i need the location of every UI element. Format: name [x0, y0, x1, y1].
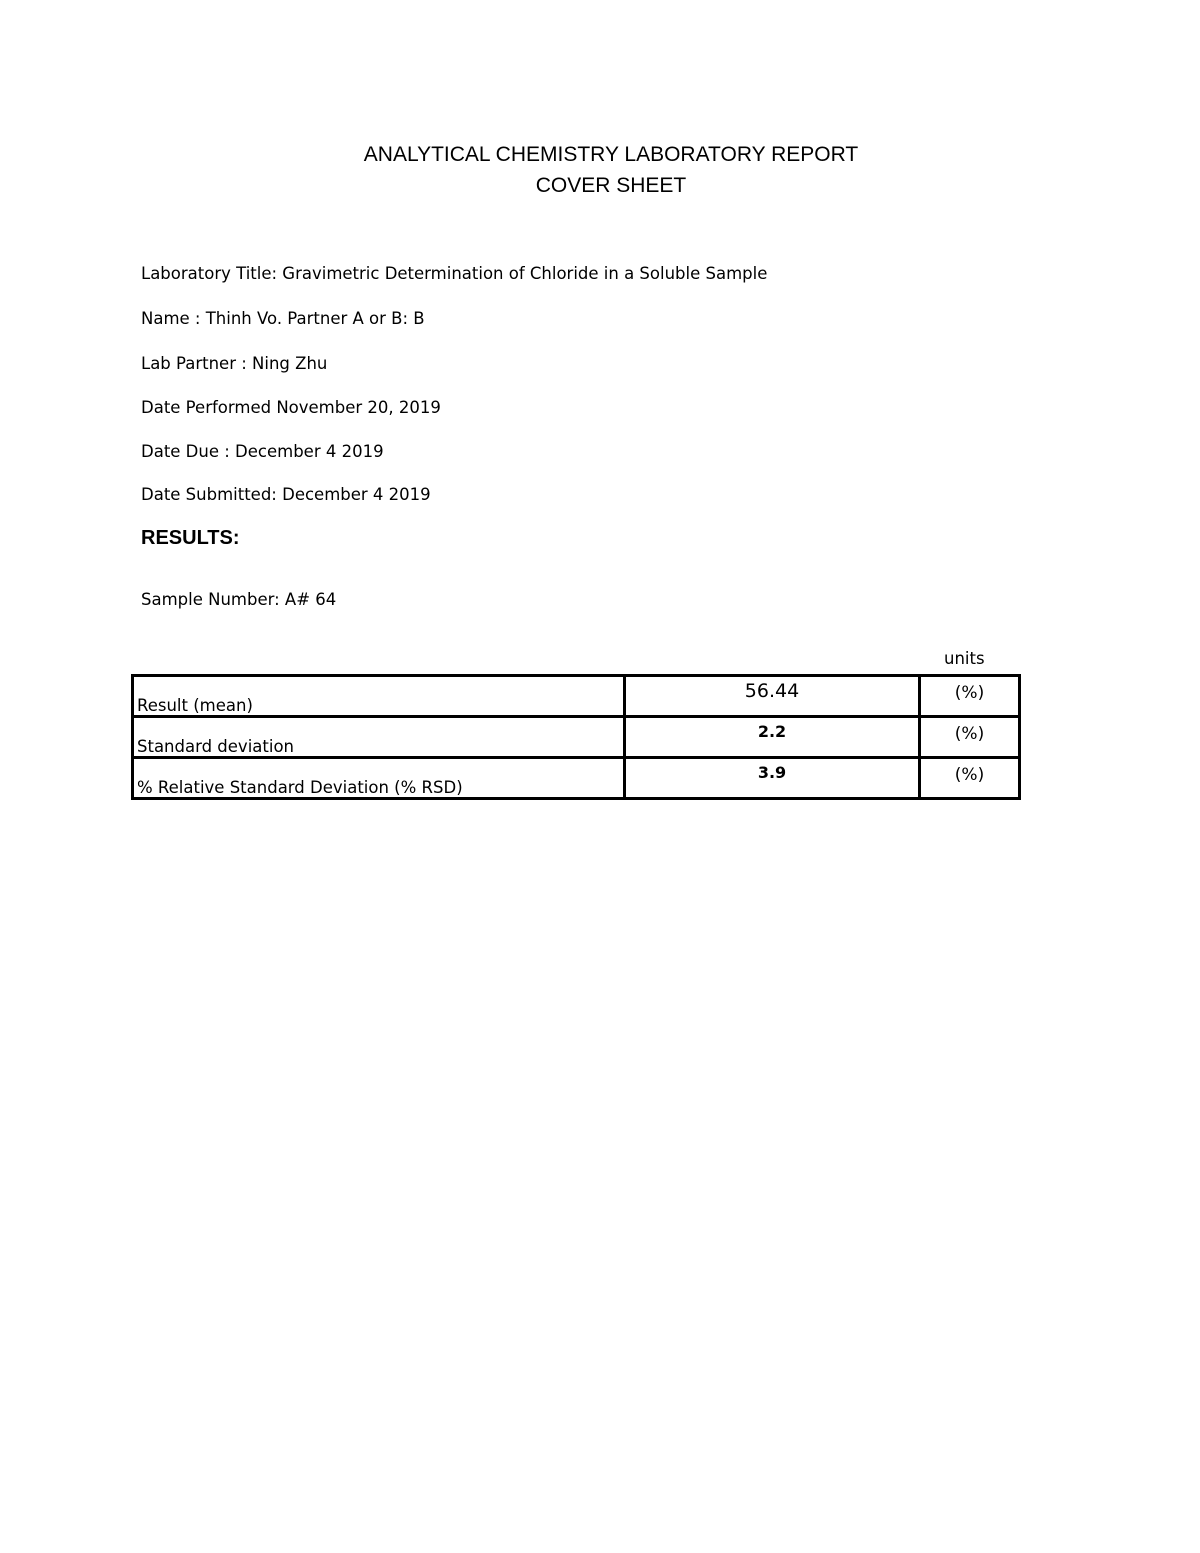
row-value: 56.44 — [744, 680, 800, 702]
row-label: % Relative Standard Deviation (% RSD) — [137, 778, 463, 797]
row-unit: (%) — [954, 683, 985, 703]
name-field: Name : Thinh Vo. Partner A or B: B — [141, 309, 425, 328]
results-table — [131, 674, 1021, 800]
table-row — [133, 717, 1020, 758]
table-cell — [133, 717, 625, 758]
row-value: 3.9 — [757, 763, 787, 782]
lab-partner-field: Lab Partner : Ning Zhu — [141, 354, 328, 373]
table-cell — [625, 676, 920, 717]
table-cell — [625, 758, 920, 799]
date-performed-field: Date Performed November 20, 2019 — [141, 398, 441, 417]
table-cell — [133, 758, 625, 799]
table-row — [133, 676, 1020, 717]
table-cell — [625, 717, 920, 758]
table-cell — [920, 758, 1020, 799]
date-submitted-field: Date Submitted: December 4 2019 — [141, 485, 431, 504]
table-cell — [920, 717, 1020, 758]
row-unit: (%) — [954, 765, 985, 785]
table-cell — [920, 676, 1020, 717]
report-subtitle: COVER SHEET — [535, 174, 687, 197]
row-value: 2.2 — [757, 722, 787, 741]
table-row — [133, 758, 1020, 799]
report-title: ANALYTICAL CHEMISTRY LABORATORY REPORT — [363, 143, 859, 166]
table-cell — [133, 676, 625, 717]
sample-number: Sample Number: A# 64 — [141, 590, 337, 609]
date-due-field: Date Due : December 4 2019 — [141, 442, 384, 461]
laboratory-title-field: Laboratory Title: Gravimetric Determination of Chloride in a Soluble Sample — [141, 264, 768, 283]
row-label: Result (mean) — [137, 696, 253, 715]
results-heading: RESULTS: — [141, 527, 240, 549]
row-label: Standard deviation — [137, 737, 294, 756]
row-unit: (%) — [954, 724, 985, 744]
units-column-label: units — [944, 649, 985, 668]
